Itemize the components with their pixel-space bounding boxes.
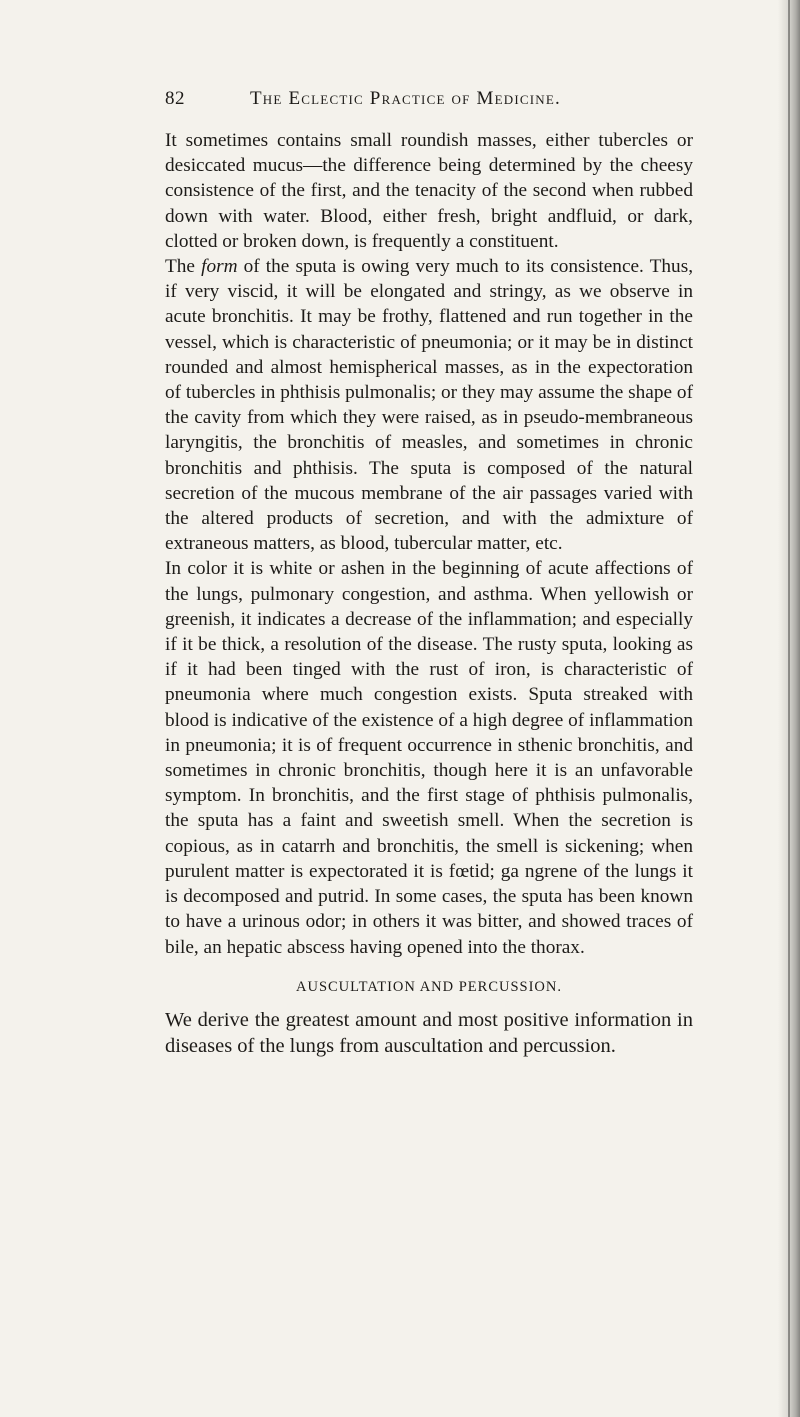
running-title: The Eclectic Practice of Medicine. bbox=[250, 88, 561, 109]
paragraph-sputa-form bbox=[165, 254, 693, 556]
page-edge-line bbox=[788, 0, 790, 1417]
paragraph-auscultation: We derive the greatest amount and most positive information in diseases of the lungs from auscultation and percussion. bbox=[165, 1008, 693, 1057]
body-text bbox=[165, 128, 693, 1059]
form-italic-word: form bbox=[201, 256, 238, 278]
running-header bbox=[165, 88, 685, 114]
paragraph-sputa-contents: It sometimes contains small roundish masses, either tubercles or desiccated mucus—the difference being determined by the cheesy consistence of the first, and the tenacity of the second when rubbed down with water. Blood, either fresh, bright andfluid, or dark, clotted or broken down, is frequently a constituent. bbox=[165, 130, 693, 252]
form-para-prefix: The bbox=[165, 256, 195, 278]
form-para-text: of the sputa is owing very much to its consistence. Thus, if very viscid, it will be elongated and stringy, as we observe in acute bronchitis. It may be frothy, flattened and run together in the vessel, which is characteristic of pneumonia; or it may be in distinct rounded and almost hemispherical masses, as in the expectoration of tubercles in phthisis pulmonalis; or they may assume the shape of the cavity from which they were raised, as in pseudo-membraneous laryngitis, the bronchitis of measles, and sometimes in chronic bronchitis and phthisis. The sputa is composed of the natural secretion of the mucous membrane of the air passages varied with the altered products of secretion, and with the admixture of extraneous matters, as blood, tubercular matter, etc. bbox=[165, 256, 694, 555]
paragraph-sputa-color: In color it is white or ashen in the beginning of acute affections of the lungs, pulmonary congestion, and asthma. When yellowish or greenish, it indicates a decrease of the inflammation; and especially if it be thick, a resolution of the disease. The rusty sputa, looking as if it had been tinged with the rust of iron, is characteristic of pneumonia where much congestion exists. Sputa streaked with blood is indicative of the existence of a high degree of inflammation in pneumonia; it is of frequent occurrence in sthenic bronchitis, and sometimes in chronic bronchitis, though here it is an unfavorable symptom. In bronchitis, and the first stage of phthisis pulmonalis, the sputa has a faint and sweetish smell. When the secretion is copious, as in catarrh and bronchitis, the smell is sickening; when purulent matter is expectorated it is fœtid; ga ngrene of the lungs it is decomposed and putrid. In some cases, the sputa has been known to have a urinous odor; in others it was bitter, and showed traces of bile, an hepatic abscess having opened into the thorax. bbox=[165, 558, 693, 958]
page-number: 82 bbox=[165, 88, 185, 109]
section-heading: AUSCULTATION AND PERCUSSION. bbox=[296, 978, 562, 995]
